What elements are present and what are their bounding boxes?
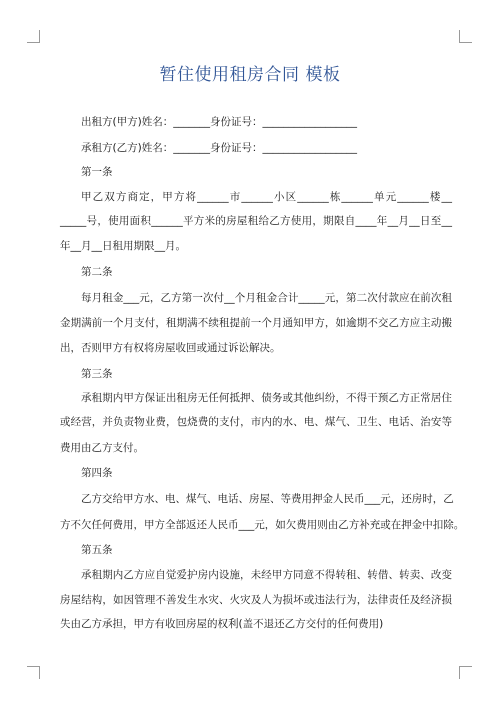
article-text-line: 乙方交给甲方水、电、煤气、电话、房屋、等费用押金人民币___元，还房时，乙 bbox=[81, 493, 454, 505]
article-text-line: 房屋结构，如因管理不善发生水灾、火灾及人为损坏或违法行为，法律责任及经济损 bbox=[60, 594, 452, 606]
lessor-name-field: 出租方(甲方)姓名：_______身份证号：__________________ bbox=[81, 116, 357, 128]
article-heading: 第五条 bbox=[81, 544, 113, 556]
crop-mark-bottom-right bbox=[459, 666, 472, 679]
article-text-line: 方不欠任何费用，甲方全部返还人民币___元，如欠费用则由乙方补充或在押金中扣除。 bbox=[60, 519, 465, 531]
document-title: 暂住使用租房合同 模板 bbox=[159, 65, 341, 85]
article-text-line: 每月租金___元，乙方第一次付__个月租金合计_____元，第二次付款应在前次租 bbox=[81, 292, 452, 304]
crop-mark-top-right bbox=[459, 30, 472, 43]
article-heading: 第一条 bbox=[81, 166, 113, 178]
article-text-line: 出，否则甲方有权将房屋收回或通过诉讼解决。 bbox=[60, 342, 281, 354]
article-text-line: 或经营，并负责物业费，包烧费的支付，市内的水、电、煤气、卫生、电话、治安等 bbox=[60, 416, 452, 428]
article-heading: 第四条 bbox=[81, 467, 113, 479]
article-text-line: 承租期内甲方保证出租房无任何抵押、债务或其他纠纷，不得干预乙方正常居住 bbox=[81, 392, 452, 404]
article-heading: 第三条 bbox=[81, 368, 113, 380]
article-heading: 第二条 bbox=[81, 266, 113, 278]
article-text-line: 失由乙方承担，甲方有收回房屋的权利(盖不退还乙方交付的任何费用) bbox=[60, 618, 384, 630]
article-text-line: 甲乙双方商定，甲方将______市______小区______栋______单元______楼__ bbox=[81, 191, 452, 203]
crop-mark-bottom-left bbox=[27, 666, 40, 679]
article-text-line: 金期满前一个月支付，租期满不续租提前一个月通知甲方，如逾期不交乙方应主动搬 bbox=[60, 317, 452, 329]
article-text-line: 承租期内乙方应自觉爱护房内设施，未经甲方同意不得转租、转借、转卖、改变 bbox=[81, 569, 452, 581]
article-text-line: 费用由乙方支付。 bbox=[60, 442, 144, 454]
article-text-line: _____号，使用面积______平方米的房屋租给乙方使用，期限自____年__月__日至__ bbox=[60, 215, 452, 227]
article-text-line: 年__月__日租用期限__月。 bbox=[60, 240, 186, 252]
lessee-name-field: 承租方(乙方)姓名：_______身份证号：__________________ bbox=[81, 142, 357, 154]
crop-mark-top-left bbox=[27, 30, 40, 43]
